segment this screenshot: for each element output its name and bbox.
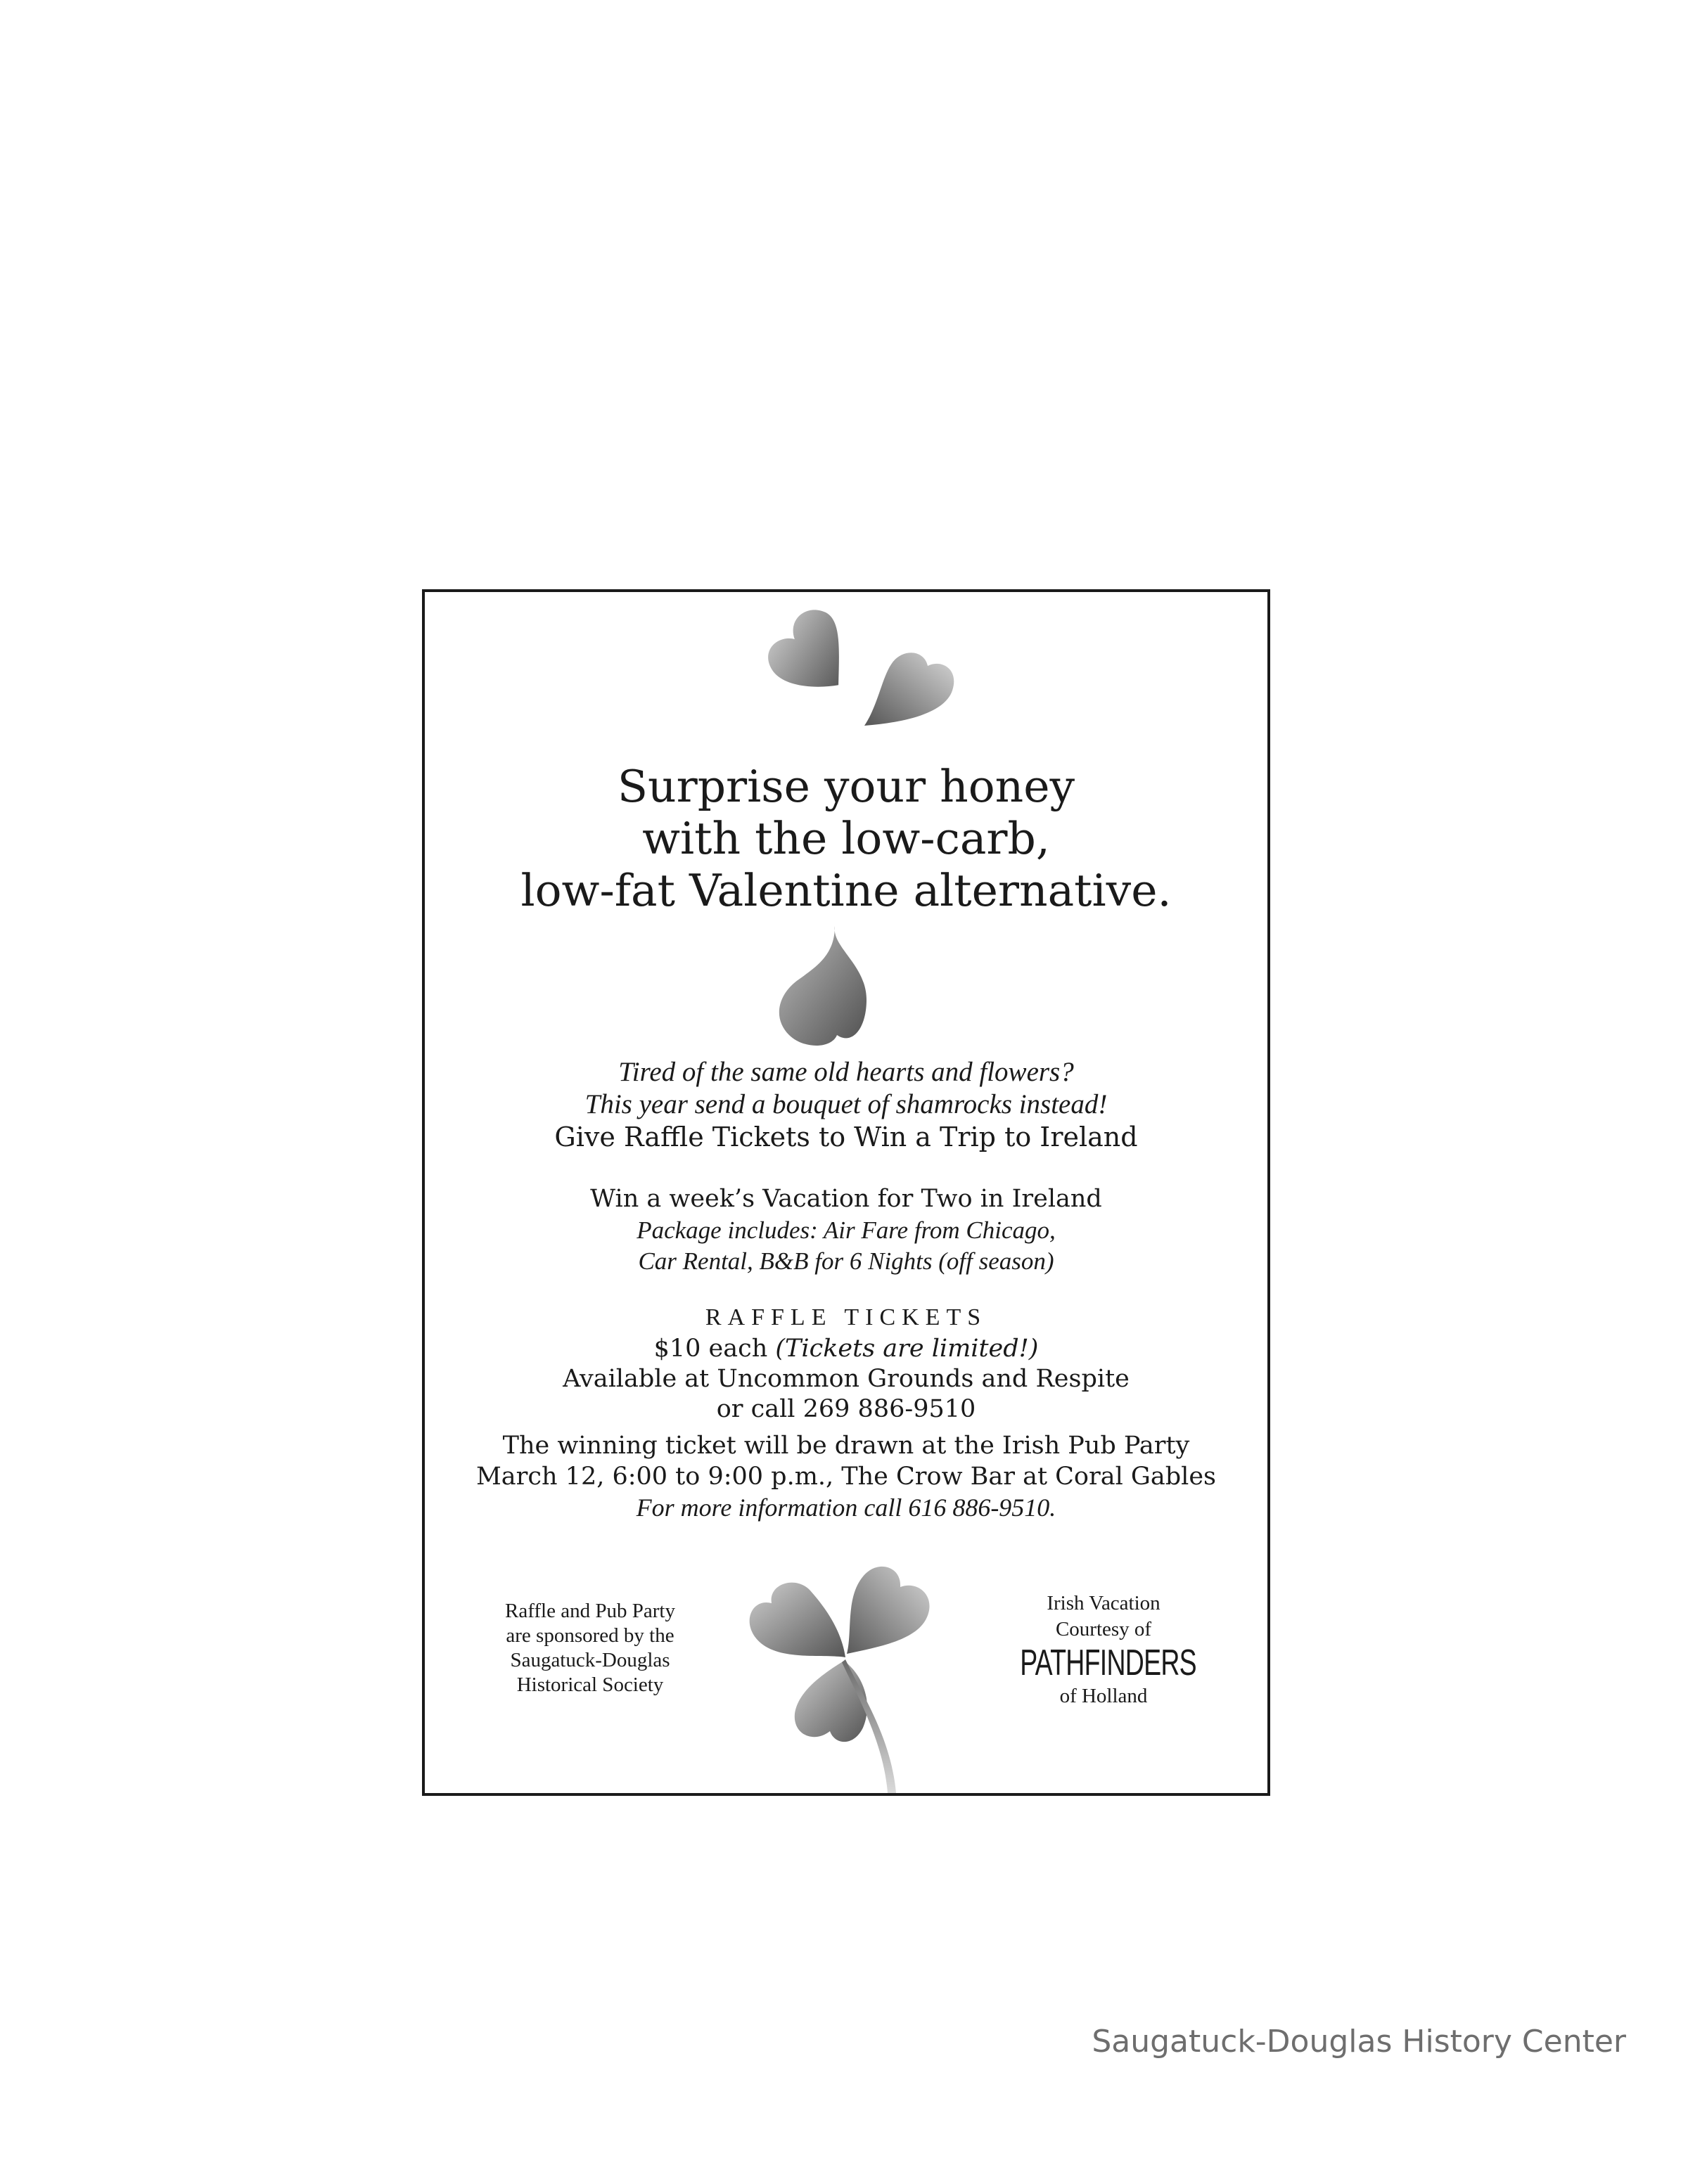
raffle-advertisement [422, 589, 1270, 1796]
sponsor-credit [495, 1599, 685, 1697]
pitch-line: Tired of the same old hearts and flowers? [618, 1057, 1074, 1087]
sponsor-line: Saugatuck-Douglas [510, 1649, 670, 1671]
headline [425, 761, 1267, 917]
shamrock-icon [740, 1555, 951, 1794]
vacation-courtesy [987, 1591, 1220, 1709]
pathfinders-logo: PATHFINDERS [1020, 1643, 1196, 1683]
drawing-line: March 12, 6:00 to 9:00 p.m., The Crow Bar at Coral Gables [475, 1463, 1217, 1491]
courtesy-line: Courtesy of [1055, 1618, 1152, 1640]
drawing-line: The winning ticket will be drawn at the Irish Pub Party [502, 1432, 1190, 1460]
tickets-price-line [425, 1334, 1267, 1364]
tickets-phone: or call 269 886-9510 [716, 1395, 976, 1423]
tickets-price-note: (Tickets are limited!) [775, 1335, 1039, 1363]
tickets-availability: Available at Uncommon Grounds and Respite [563, 1365, 1130, 1393]
tickets-section [425, 1302, 1267, 1425]
headline-line: Surprise your honey [617, 761, 1075, 812]
prize-section [425, 1183, 1267, 1277]
pitch-line: This year send a bouquet of shamrocks instead! [584, 1089, 1108, 1119]
pitch-section [425, 1056, 1267, 1153]
courtesy-line: Irish Vacation [1047, 1592, 1160, 1614]
drawing-info: For more information call 616 886-9510. [636, 1494, 1056, 1522]
headline-line: low-fat Valentine alternative. [520, 865, 1172, 916]
shamrock-leaves-icon [734, 606, 973, 740]
prize-detail: Car Rental, B&B for 6 Nights (off season) [638, 1247, 1054, 1275]
sponsor-line: Historical Society [516, 1674, 664, 1696]
drawing-section [425, 1430, 1267, 1523]
tickets-price: $10 each [653, 1335, 768, 1363]
prize-detail: Package includes: Air Fare from Chicago, [637, 1216, 1056, 1244]
courtesy-line: of Holland [1059, 1685, 1148, 1707]
sponsor-line: Raffle and Pub Party [505, 1600, 675, 1622]
watermark: Saugatuck-Douglas History Center [1092, 2024, 1626, 2060]
pitch-headline: Give Raffle Tickets to Win a Trip to Ireland [554, 1122, 1138, 1152]
headline-line: with the low-carb, [642, 813, 1050, 864]
tickets-heading: RAFFLE TICKETS [705, 1304, 987, 1330]
prize-main: Win a week’s Vacation for Two in Ireland [590, 1185, 1102, 1213]
sponsor-line: are sponsored by the [506, 1624, 674, 1647]
shamrock-leaf-icon [761, 923, 895, 1056]
